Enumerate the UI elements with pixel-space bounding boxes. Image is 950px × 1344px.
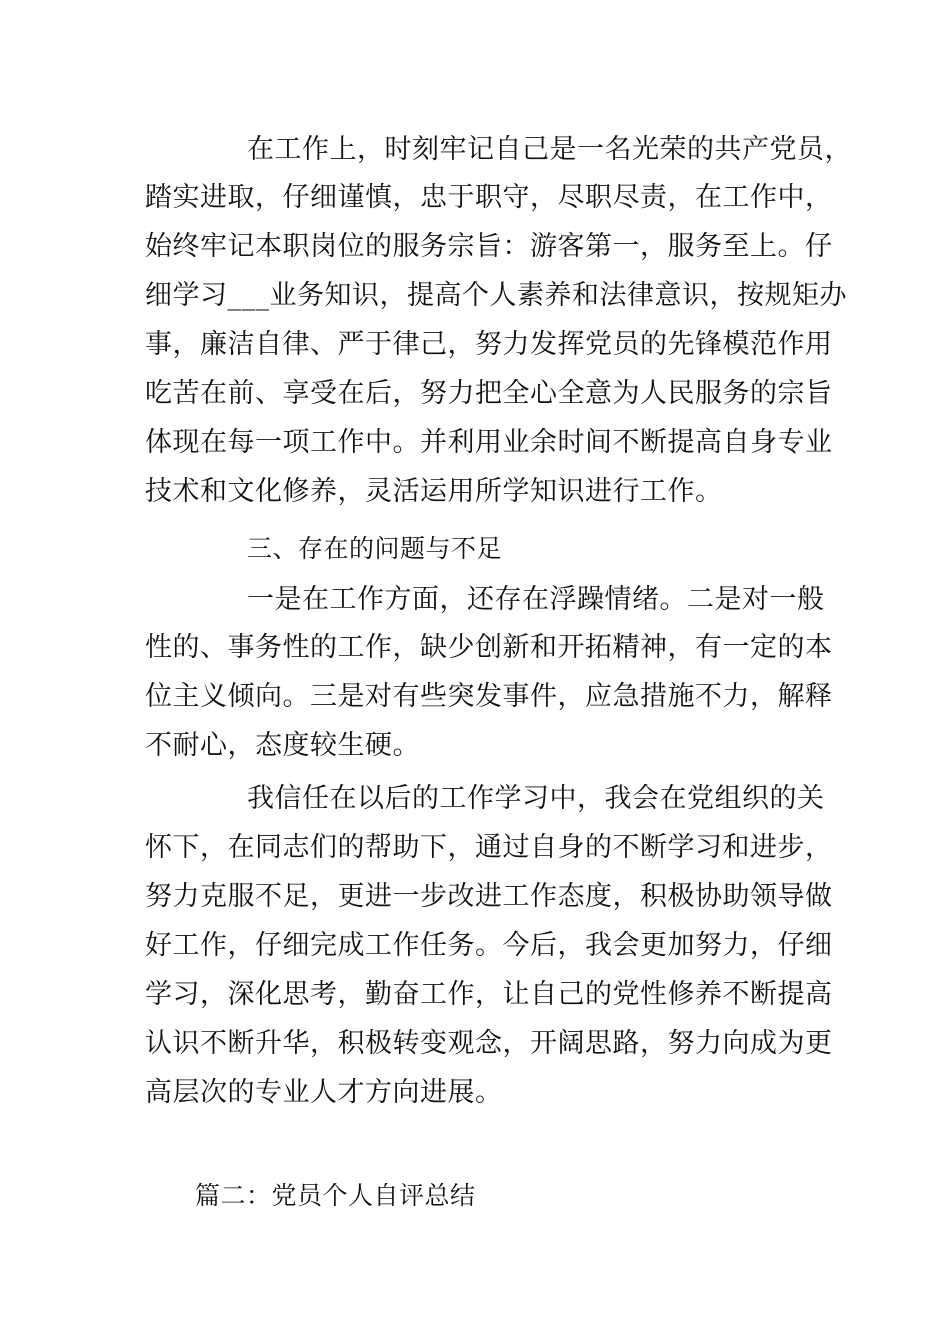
paragraph-2-line-3: 位主义倾向。三是对有些突发事件，应急措施不力，解释 [145,681,833,712]
paragraph-3-line-4: 好工作，仔细完成工作任务。今后，我会更加努力，仔细 [145,930,833,961]
paragraph-3-line-1: 我信任在以后的工作学习中，我会在党组织的关 [247,783,825,814]
paragraph-1-line-3: 始终牢记本职岗位的服务宗旨：游客第一，服务至上。仔 [145,231,833,262]
paragraph-3-line-2: 怀下，在同志们的帮助下，通过自身的不断学习和进步， [145,832,833,863]
paragraph-1-line-6: 吃苦在前、享受在后，努力把全心全意为人民服务的宗旨 [145,378,833,409]
chapter-heading: 篇二：党员个人自评总结 [195,1181,476,1210]
paragraph-3-line-3: 努力克服不足，更进一步改进工作态度，积极协助领导做 [145,881,833,912]
paragraph-3-line-7: 高层次的专业人才方向进展。 [145,1077,503,1108]
paragraph-1-line-5: 事，廉洁自律、严于律己，努力发挥党员的先锋模范作用 [145,329,833,360]
paragraph-2-line-2: 性的、事务性的工作，缺少创新和开拓精神，有一定的本 [145,632,833,663]
section-heading: 三、存在的问题与不足 [247,534,503,563]
paragraph-2-line-1: 一是在工作方面，还存在浮躁情绪。二是对一般 [247,584,825,615]
paragraph-1-line-8: 技术和文化修养，灵活运用所学知识进行工作。 [145,476,723,507]
paragraph-1-line-7: 体现在每一项工作中。并利用业余时间不断提高自身专业 [145,427,833,458]
paragraph-1-line-1: 在工作上，时刻牢记自己是一名光荣的共产党员， [247,134,852,165]
paragraph-2-line-4: 不耐心，态度较生硬。 [145,730,420,761]
paragraph-1-line-4: 细学习___业务知识，提高个人素养和法律意识，按规矩办 [145,280,847,311]
paragraph-3-line-6: 认识不断升华，积极转变观念，开阔思路，努力向成为更 [145,1028,833,1059]
paragraph-1-line-2: 踏实进取，仔细谨慎，忠于职守，尽职尽责，在工作中， [145,182,833,213]
paragraph-3-line-5: 学习，深化思考，勤奋工作，让自己的党性修养不断提高 [145,979,833,1010]
